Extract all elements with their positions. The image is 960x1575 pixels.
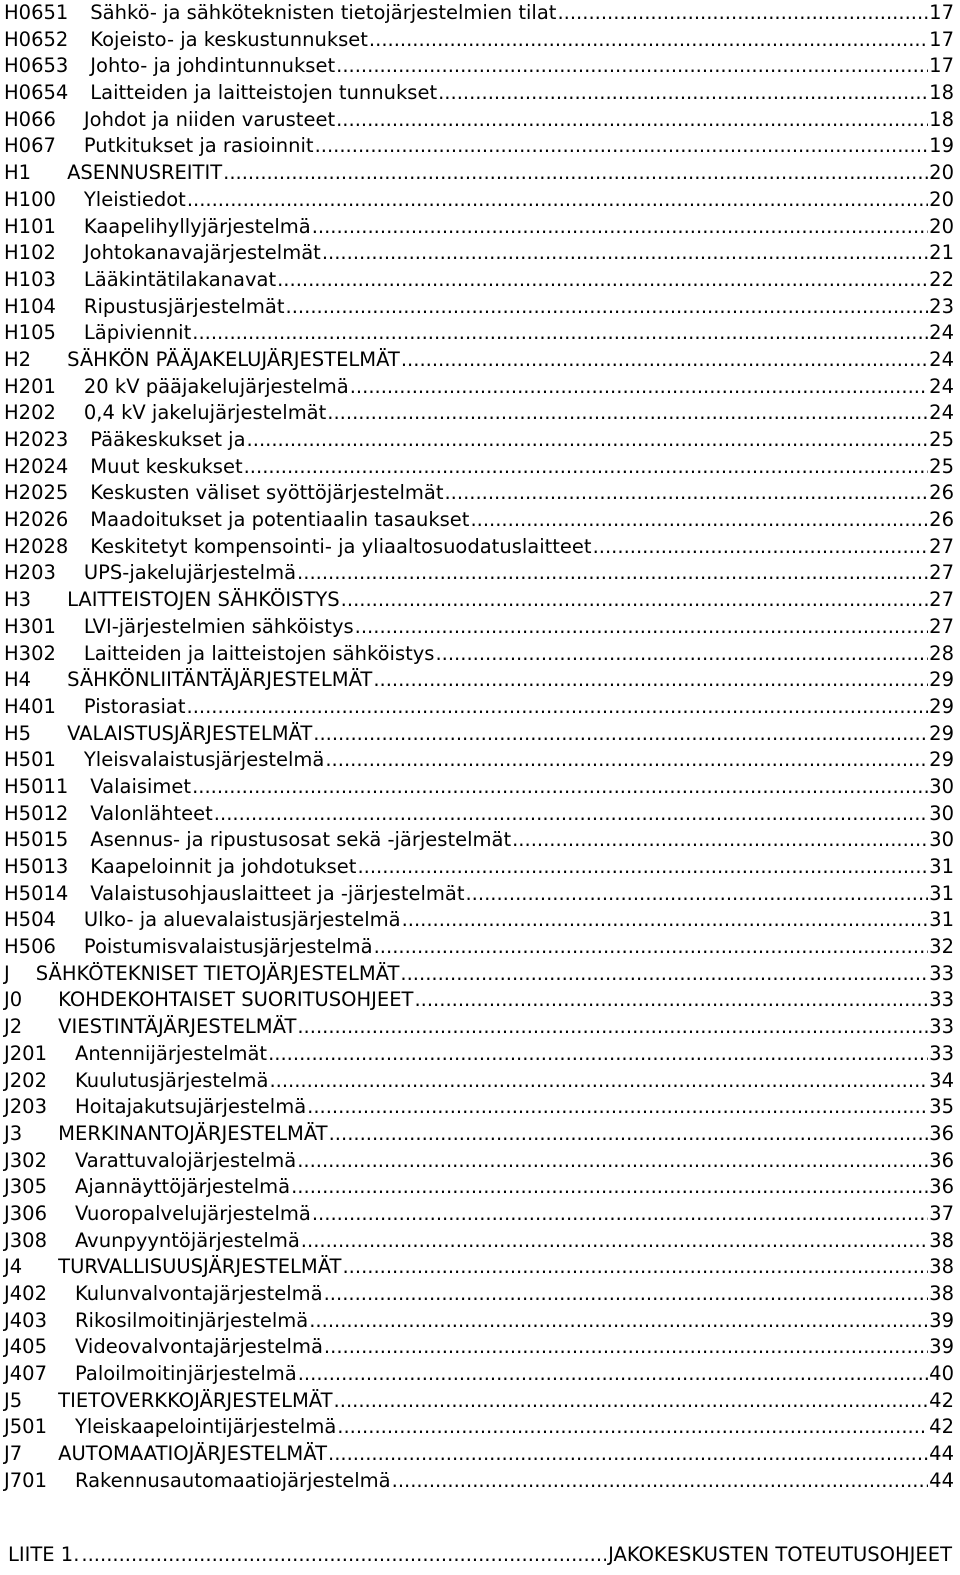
toc-entry-page-number: 33 [929,1041,954,1065]
toc-entry-code: J7 [4,1442,23,1466]
table-of-contents [4,0,954,1495]
dot-leader [268,1041,928,1068]
toc-entry-title: Paloilmoitinjärjestelmä [74,1362,297,1386]
dot-leader [392,1468,929,1495]
toc-entry[interactable] [4,1388,954,1415]
toc-entry[interactable] [4,854,954,881]
toc-entry-page-number: 33 [929,961,954,985]
toc-entry-page-number: 27 [929,614,954,638]
dot-leader [325,747,928,774]
dot-leader [247,427,929,454]
toc-entry-code: H203 [4,561,56,585]
toc-entry-page-number: 32 [929,935,954,959]
toc-entry[interactable] [4,507,954,534]
toc-entry-code: H401 [4,694,56,718]
toc-entry[interactable] [4,614,954,641]
toc-entry[interactable] [4,1468,954,1495]
toc-entry-code: J0 [4,988,23,1012]
toc-entry-title: VALAISTUSJÄRJESTELMÄT [67,721,313,745]
toc-entry-title: 20 kV pääjakelujärjestelmä [83,374,349,398]
toc-entry[interactable] [4,374,954,401]
toc-entry[interactable] [4,987,954,1014]
toc-entry[interactable] [4,133,954,160]
toc-entry-page-number: 44 [929,1442,954,1466]
dot-leader [315,133,929,160]
dot-leader [297,1148,928,1175]
toc-entry[interactable] [4,907,954,934]
toc-entry-title: Valaisimet [90,774,192,798]
toc-entry-title: LAITTEISTOJEN SÄHKÖISTYS [67,588,340,612]
toc-entry-code: J302 [4,1148,47,1172]
dot-leader [435,641,928,668]
toc-entry-code: H2028 [4,534,69,558]
toc-entry-title: Yleisvalaistusjärjestelmä [83,748,325,772]
toc-entry-page-number: 27 [929,561,954,585]
dot-leader [187,187,928,214]
toc-entry-code: J4 [4,1255,23,1279]
toc-entry-page-number: 22 [929,267,954,291]
toc-entry-page-number: 18 [929,107,954,131]
toc-entry[interactable] [4,1121,954,1148]
toc-entry-page-number: 26 [929,481,954,505]
toc-entry-page-number: 38 [929,1282,954,1305]
toc-entry[interactable] [4,27,954,54]
toc-entry-title: Kojeisto- ja keskustunnukset [90,27,368,51]
toc-entry-code: H301 [4,614,56,638]
dot-leader [214,801,928,828]
toc-entry-code: H5011 [4,774,69,798]
dot-leader [465,881,928,908]
toc-entry-title: SÄHKÖTEKNISET TIETOJÄRJESTELMÄT [35,961,400,985]
toc-entry-page-number: 26 [929,508,954,532]
toc-entry-code: H501 [4,748,56,772]
dot-leader [374,934,929,961]
toc-entry-code: H103 [4,267,56,291]
dot-leader [192,774,928,801]
dot-leader [81,1543,606,1566]
dot-leader [342,1254,928,1281]
toc-entry[interactable] [4,480,954,507]
toc-entry[interactable] [4,534,954,561]
toc-entry-code: H5013 [4,855,69,878]
toc-entry[interactable] [4,1334,954,1361]
toc-entry-code: H2 [4,347,32,371]
toc-entry-title: Johtokanavajärjestelmät [83,241,321,265]
dot-leader [438,80,928,107]
toc-entry-page-number: 27 [929,534,954,558]
toc-entry[interactable] [4,1068,954,1095]
toc-entry-page-number: 29 [929,748,954,772]
dot-leader [557,0,928,27]
toc-entry-code: J305 [4,1175,47,1199]
dot-leader [309,1308,928,1335]
toc-entry-page-number: 17 [929,54,954,78]
toc-entry-code: H202 [4,401,56,425]
toc-entry-title: Muut keskukset [90,454,243,478]
dot-leader [298,1361,928,1388]
toc-entry-code: H2025 [4,481,69,505]
toc-entry-title: Hoitajakutsujärjestelmä [74,1095,307,1119]
toc-entry[interactable] [4,1041,954,1068]
toc-entry[interactable] [4,587,954,614]
toc-entry-page-number: 39 [929,1335,954,1359]
toc-entry[interactable] [4,934,954,961]
dot-leader [329,1121,929,1148]
toc-entry-code: H2024 [4,454,69,478]
dot-leader [593,534,929,561]
toc-entry-page-number: 24 [929,321,954,345]
toc-entry-page-number: 42 [929,1415,954,1439]
dot-leader [444,480,928,507]
dot-leader [414,987,928,1014]
dot-leader [355,614,929,641]
dot-leader [297,1014,928,1041]
toc-entry[interactable] [4,1094,954,1121]
dot-leader [301,1228,928,1255]
dot-leader [350,374,928,401]
toc-entry-title: TIETOVERKKOJÄRJESTELMÄT [58,1388,333,1412]
toc-entry-title: TURVALLISUUSJÄRJESTELMÄT [58,1255,342,1279]
toc-entry[interactable] [4,827,954,854]
toc-entry-title: Rikosilmoitinjärjestelmä [74,1308,309,1332]
dot-leader [327,400,928,427]
toc-entry[interactable] [4,240,954,267]
toc-entry-title: Keskitetyt kompensointi- ja yliaaltosuodatuslaitteet [90,534,592,558]
dot-leader [291,1174,928,1201]
toc-entry-page-number: 20 [929,187,954,211]
toc-entry-code: H1 [4,161,32,185]
toc-entry[interactable] [4,1254,954,1281]
toc-entry-page-number: 38 [929,1228,954,1252]
toc-entry[interactable] [4,320,954,347]
toc-entry-title: Johdot ja niiden varusteet [83,107,336,131]
dot-leader [328,1441,928,1468]
toc-entry[interactable] [4,160,954,187]
toc-entry-title: LVI-järjestelmien sähköistys [83,614,354,638]
dot-leader [334,1388,929,1415]
toc-entry[interactable] [4,187,954,214]
toc-entry-page-number: 31 [929,908,954,932]
toc-entry-title: Ajannäyttöjärjestelmä [74,1175,291,1199]
toc-entry-page-number: 23 [929,294,954,318]
toc-entry-page-number: 44 [929,1468,954,1492]
toc-entry-code: J701 [4,1468,47,1492]
dot-leader [307,1094,928,1121]
toc-entry-page-number: 33 [929,1015,954,1039]
toc-entry-page-number: 29 [929,668,954,692]
footer-appendix-title: JAKOKESKUSTEN TOTEUTUSOHJEET [608,1543,952,1566]
toc-entry[interactable] [4,1201,954,1228]
dot-leader [312,214,928,241]
toc-entry[interactable] [4,641,954,668]
toc-entry-title: Lääkintätilakanavat [83,267,277,291]
toc-entry[interactable] [4,53,954,80]
toc-entry-page-number: 24 [929,401,954,425]
dot-leader [341,587,929,614]
toc-entry-title: Läpiviennit [83,321,192,345]
dot-leader [337,1414,928,1441]
dot-leader [470,507,928,534]
toc-entry-title: Ulko- ja aluevalaistusjärjestelmä [83,908,401,932]
toc-entry-page-number: 20 [929,214,954,238]
dot-leader [244,454,929,481]
toc-entry-title: Avunpyyntöjärjestelmä [74,1228,300,1252]
dot-leader [401,347,928,374]
dot-leader [269,1068,928,1095]
toc-entry-title: Pääkeskukset ja [90,428,246,451]
toc-entry-code: J202 [4,1068,47,1092]
toc-entry-title: Pistorasiat [83,694,186,718]
toc-entry-code: J402 [4,1282,47,1305]
dot-leader [286,294,929,321]
toc-entry-title: Laitteiden ja laitteistojen sähköistys [83,641,435,665]
toc-entry-page-number: 29 [929,721,954,745]
dot-leader [324,1281,929,1308]
toc-entry-code: H5 [4,721,32,745]
toc-entry-title: Valaistusohjauslaitteet ja -järjestelmät [90,881,465,905]
toc-entry-page-number: 36 [929,1148,954,1172]
toc-entry-code: H201 [4,374,56,398]
dot-leader [512,827,928,854]
toc-entry-title: Yleiskaapelointijärjestelmä [74,1415,337,1439]
dot-leader [373,667,928,694]
toc-entry[interactable] [4,1361,954,1388]
toc-entry[interactable] [4,694,954,721]
dot-leader [400,961,928,988]
toc-entry-title: Johto- ja johdintunnukset [90,54,336,78]
toc-entry-page-number: 33 [929,988,954,1012]
toc-entry-title: SÄHKÖN PÄÄJAKELUJÄRJESTELMÄT [67,347,400,371]
toc-entry-page-number: 39 [929,1308,954,1332]
toc-entry-page-number: 24 [929,374,954,398]
toc-entry-page-number: 35 [929,1095,954,1119]
toc-entry-page-number: 27 [929,588,954,612]
toc-entry-title: Kulunvalvontajärjestelmä [74,1282,323,1305]
toc-entry-page-number: 18 [929,81,954,105]
dot-leader [223,160,928,187]
toc-entry-title: 0,4 kV jakelujärjestelmät [83,401,327,425]
toc-entry-page-number: 31 [929,855,954,878]
toc-entry-page-number: 42 [929,1388,954,1412]
toc-entry-code: J308 [4,1228,47,1252]
toc-entry[interactable] [4,747,954,774]
toc-entry[interactable] [4,961,954,988]
toc-entry-title: Rakennusautomaatiojärjestelmä [74,1468,391,1492]
toc-entry-code: H4 [4,668,32,692]
footer-appendix-label: LIITE 1. [8,1543,80,1566]
toc-entry[interactable] [4,774,954,801]
toc-entry-title: MERKINANTOJÄRJESTELMÄT [58,1121,328,1145]
toc-entry[interactable] [4,881,954,908]
toc-entry-code: H104 [4,294,56,318]
toc-entry-page-number: 40 [929,1362,954,1386]
toc-entry-page-number: 17 [929,1,954,24]
toc-entry[interactable] [4,1308,954,1335]
toc-entry-code: J405 [4,1335,47,1359]
toc-entry-page-number: 36 [929,1175,954,1199]
toc-entry-code: H101 [4,214,56,238]
toc-entry-page-number: 24 [929,347,954,371]
toc-entry-title: Ripustusjärjestelmät [83,294,285,318]
toc-entry[interactable] [4,1148,954,1175]
toc-entry-code: H067 [4,134,56,158]
toc-entry-title: VIESTINTÄJÄRJESTELMÄT [58,1015,297,1039]
toc-entry-code: H0653 [4,54,69,78]
toc-entry-code: H100 [4,187,56,211]
toc-entry-title: Kaapeloinnit ja johdotukset [90,855,357,878]
toc-entry-title: UPS-jakelujärjestelmä [83,561,297,585]
toc-entry-title: Asennus- ja ripustusosat sekä -järjestelmät [90,828,512,852]
toc-entry-page-number: 19 [929,134,954,158]
toc-entry-page-number: 31 [929,881,954,905]
toc-entry[interactable] [4,1174,954,1201]
toc-entry[interactable] [4,1281,954,1308]
toc-entry-title: ASENNUSREITIT [67,161,223,185]
toc-entry-title: Kuulutusjärjestelmä [74,1068,269,1092]
toc-entry-code: J407 [4,1362,47,1386]
toc-entry-title: Yleistiedot [83,187,186,211]
toc-entry-page-number: 30 [929,774,954,798]
toc-entry-code: J3 [4,1121,23,1145]
dot-leader [324,1334,928,1361]
toc-entry-title: KOHDEKOHTAISET SUORITUSOHJEET [58,988,414,1012]
toc-entry[interactable] [4,560,954,587]
toc-entry-code: H5012 [4,801,69,825]
toc-entry-title: Laitteiden ja laitteistojen tunnukset [90,81,438,105]
toc-entry-code: J5 [4,1388,23,1412]
toc-entry[interactable] [4,801,954,828]
toc-entry[interactable] [4,454,954,481]
toc-entry-code: H102 [4,241,56,265]
toc-entry-page-number: 30 [929,828,954,852]
toc-entry[interactable] [4,214,954,241]
toc-entry-code: H0652 [4,27,69,51]
dot-leader [369,27,928,54]
toc-entry-code: H5015 [4,828,69,852]
toc-entry-title: Keskusten väliset syöttöjärjestelmät [90,481,444,505]
toc-entry-code: H302 [4,641,56,665]
dot-leader [297,560,928,587]
toc-entry[interactable] [4,427,954,454]
toc-entry-code: H105 [4,321,56,345]
toc-entry-page-number: 38 [929,1255,954,1279]
toc-entry-code: J2 [4,1015,23,1039]
toc-entry-page-number: 21 [929,241,954,265]
toc-entry-title: Vuoropalvelujärjestelmä [74,1201,311,1225]
toc-entry-title: Poistumisvalaistusjärjestelmä [83,935,373,959]
toc-entry-title: SÄHKÖNLIITÄNTÄJÄRJESTELMÄT [67,668,373,692]
toc-entry-page-number: 34 [929,1068,954,1092]
dot-leader [402,907,929,934]
toc-entry[interactable] [4,1441,954,1468]
toc-entry-code: H066 [4,107,56,131]
toc-entry-page-number: 37 [929,1201,954,1225]
toc-entry-page-number: 25 [929,454,954,478]
toc-entry-page-number: 28 [929,641,954,665]
footer-toc-entry[interactable] [8,1543,952,1566]
toc-entry[interactable] [4,721,954,748]
toc-entry-title: Valonlähteet [90,801,213,825]
toc-entry-title: Videovalvontajärjestelmä [74,1335,323,1359]
dot-leader [277,267,928,294]
toc-entry-code: J306 [4,1201,47,1225]
toc-entry-title: Sähkö- ja sähköteknisten tietojärjestelmien tilat [90,1,557,24]
toc-entry-code: J203 [4,1095,47,1119]
dot-leader [322,240,928,267]
toc-entry-page-number: 29 [929,694,954,718]
dot-leader [336,53,928,80]
dot-leader [187,694,929,721]
toc-entry-title: Maadoitukset ja potentiaalin tasaukset [90,508,470,532]
dot-leader [357,854,928,881]
toc-entry-code: J403 [4,1308,47,1332]
toc-entry-title: AUTOMAATIOJÄRJESTELMÄT [58,1442,327,1466]
toc-entry[interactable] [4,667,954,694]
toc-entry[interactable] [4,294,954,321]
toc-entry[interactable] [4,107,954,134]
toc-entry[interactable] [4,0,954,27]
toc-entry[interactable] [4,1014,954,1041]
toc-entry-code: J501 [4,1415,47,1439]
toc-entry-code: H0654 [4,81,69,105]
toc-entry[interactable] [4,1228,954,1255]
toc-entry-page-number: 25 [929,428,954,451]
dot-leader [312,1201,928,1228]
toc-entry-code: H504 [4,908,56,932]
toc-entry-page-number: 30 [929,801,954,825]
toc-entry[interactable] [4,80,954,107]
toc-entry-code: J [4,961,10,985]
toc-entry-title: Kaapelihyllyjärjestelmä [83,214,311,238]
toc-entry-page-number: 17 [929,27,954,51]
dot-leader [192,320,928,347]
toc-entry[interactable] [4,400,954,427]
toc-entry-code: H3 [4,588,32,612]
toc-entry-code: H506 [4,935,56,959]
toc-entry-page-number: 20 [929,161,954,185]
toc-entry-code: H5014 [4,881,69,905]
toc-entry[interactable] [4,267,954,294]
toc-entry-code: J201 [4,1041,47,1065]
toc-entry-title: Putkitukset ja rasioinnit [83,134,314,158]
toc-entry-page-number: 36 [929,1121,954,1145]
toc-entry-title: Antennijärjestelmät [74,1041,268,1065]
toc-entry-title: Varattuvalojärjestelmä [74,1148,297,1172]
toc-entry[interactable] [4,347,954,374]
toc-entry-code: H0651 [4,1,69,24]
toc-entry-code: H2026 [4,508,69,532]
dot-leader [336,107,928,134]
toc-entry[interactable] [4,1414,954,1441]
dot-leader [313,721,928,748]
toc-entry-code: H2023 [4,428,69,451]
